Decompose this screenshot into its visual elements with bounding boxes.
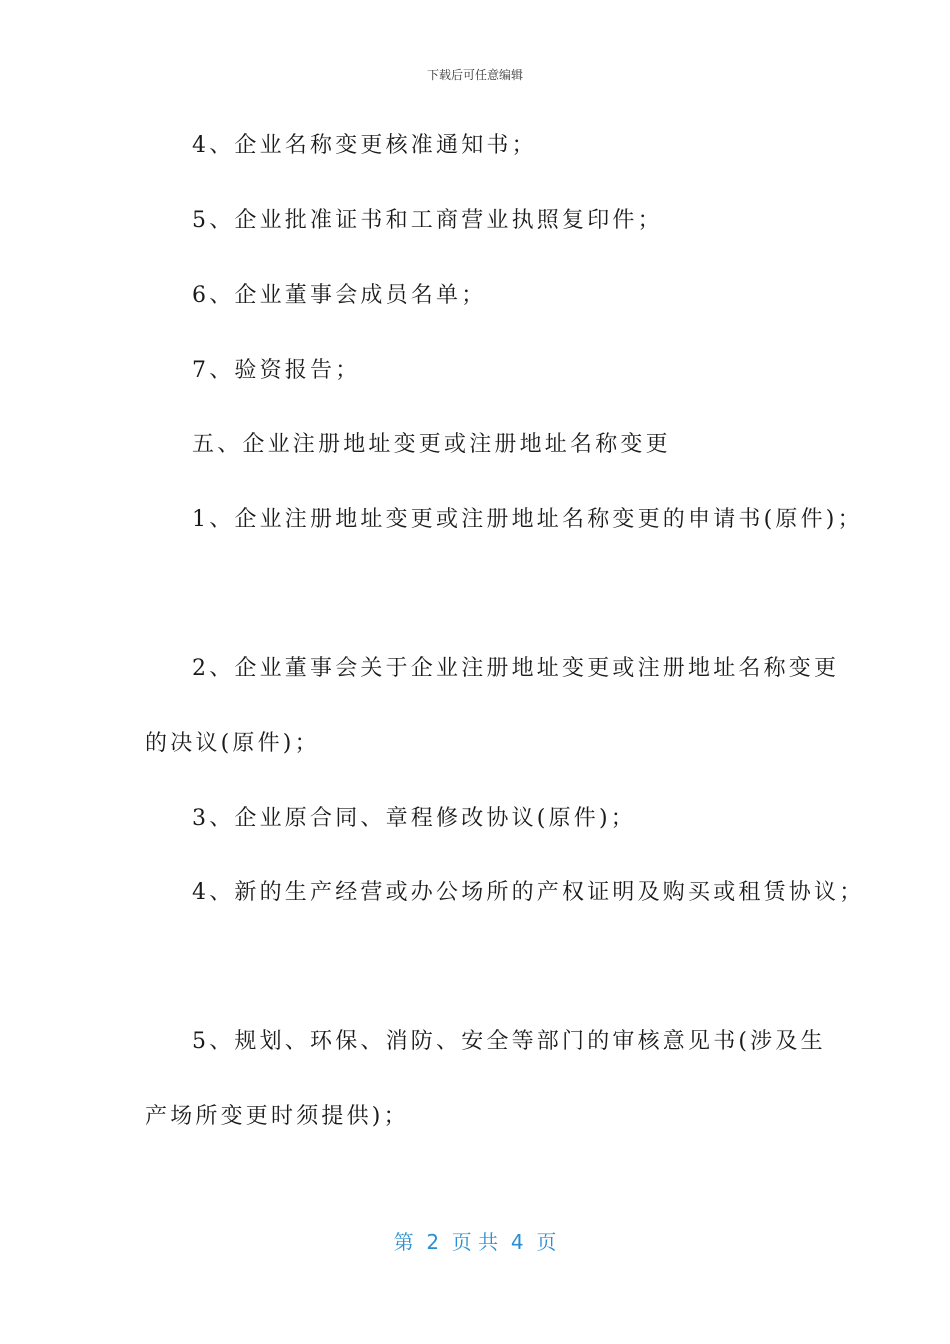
page-number-footer: 第 2 页 共 4 页: [393, 1230, 557, 1254]
body-line-5: 1、企业注册地址变更或注册地址名称变更的申请书(原件)；: [192, 507, 863, 532]
body-line-9-cont: 产场所变更时须提供)；: [145, 1104, 409, 1129]
body-line-7: 3、企业原合同、章程修改协议(原件)；: [192, 806, 636, 831]
body-line-6-cont: 的决议(原件)；: [145, 731, 320, 756]
body-line-2: 5、企业批准证书和工商营业执照复印件；: [192, 208, 663, 233]
header-note: 下载后可任意编辑: [426, 68, 523, 82]
body-line-3: 6、企业董事会成员名单；: [192, 283, 487, 308]
body-line-1: 4、企业名称变更核准通知书；: [192, 133, 537, 158]
body-line-8: 4、新的生产经营或办公场所的产权证明及购买或租赁协议；: [192, 880, 865, 905]
body-line-6: 2、企业董事会关于企业注册地址变更或注册地址名称变更: [192, 656, 840, 681]
body-line-9: 5、规划、环保、消防、安全等部门的审核意见书(涉及生: [192, 1029, 826, 1054]
body-line-4: 7、验资报告；: [192, 358, 361, 383]
section-heading: 五、企业注册地址变更或注册地址名称变更: [192, 432, 671, 457]
